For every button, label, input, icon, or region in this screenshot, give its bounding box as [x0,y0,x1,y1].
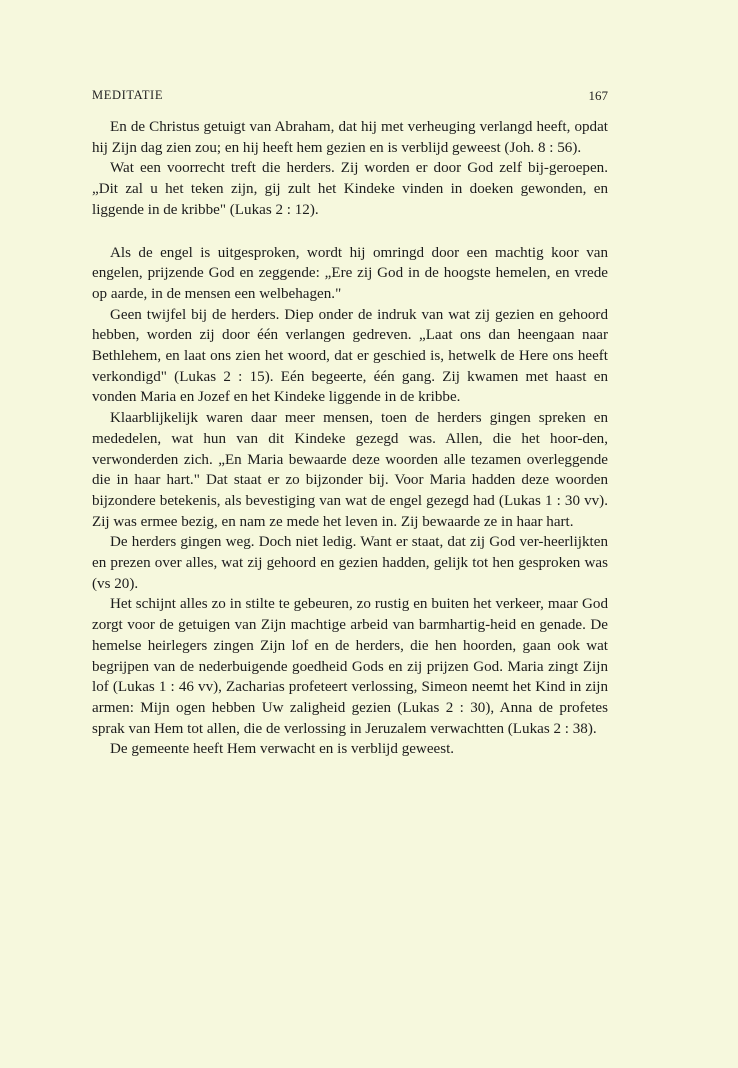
paragraph: De gemeente heeft Hem verwacht en is verblijd geweest. [110,741,455,758]
paragraph: Als de engel is uitgesproken, wordt hij omringd door een machtig koor van engelen, prijzende God en zeggende: „Ere zij God in de hoogste hemelen, en vrede op aarde, in de mensen een welbehagen." [92,244,608,302]
paragraph: Geen twijfel bij de herders. Diep onder de indruk van wat zij gezien en gehoord hebben, worden zij door één verlangen gedreven. „Laat ons dan heengaan naar Bethlehem, en laat ons zien het woord, dat er geschied is, hetwelk de Here ons heeft verkondigd" (Lukas 2 : 15). Eén begeerte, één gang. Zij kwamen met haast en vonden Maria en Jozef en het Kindeke liggende in de kribbe. [92,306,608,406]
paragraph: Klaarblijkelijk waren daar meer mensen, toen de herders gingen spreken en mededelen, wat hun van dit Kindeke gezegd was. Allen, die het hoor-den, verwonderden zich. „En Maria bewaarde deze woorden alle tezamen overleggende die in haar hart." Dat staat er zo bijzonder bij. Voor Maria hadden deze woorden bijzondere betekenis, als bevestiging van wat de engel gezegd had (Lukas 1 : 30 vv). Zij was ermee bezig, en nam ze mede het leven in. Zij bewaarde ze in haar hart. [92,410,608,530]
running-header [92,88,608,104]
paragraph: Wat een voorrecht treft die herders. Zij worden er door God zelf bij-geroepen. „Dit zal u het teken zijn, gij zult het Kindeke vinden in doeken gewonden, en liggende in de kribbe" (Lukas 2 : 12). [92,160,608,218]
section-title: MEDITATIE [92,88,164,102]
paragraph: De herders gingen weg. Doch niet ledig. Want er staat, dat zij God ver-heerlijkten en prezen over alles, wat zij gehoord en gezien hadden, gelijk tot hen gesproken was (vs 20). [92,534,608,592]
page-number: 167 [588,88,608,103]
page-body [92,117,608,760]
section-gap [92,221,608,243]
paragraph: Het schijnt alles zo in stilte te gebeuren, zo rustig en buiten het verkeer, maar God zorgt voor de getuigen van Zijn machtige arbeid van barmhartig-heid en genade. De hemelse heirlegers zingen Zijn lof en de herders, die hen hoorden, gaan ook wat begrijpen van de nederbuigende goedheid Gods en zij prijzen God. Maria zingt Zijn lof (Lukas 1 : 46 vv), Zacharias profeteert verlossing, Simeon neemt het Kind in zijn armen: Mijn ogen hebben Uw zaligheid gezien (Lukas 2 : 30), Anna de profetes sprak van Hem tot allen, die de verlossing in Jeruzalem verwachtten (Lukas 2 : 38). [92,596,608,737]
paragraph: En de Christus getuigt van Abraham, dat hij met verheuging verlangd heeft, opdat hij Zijn dag zien zou; en hij heeft hem gezien en is verblijd geweest (Joh. 8 : 56). [92,119,608,156]
